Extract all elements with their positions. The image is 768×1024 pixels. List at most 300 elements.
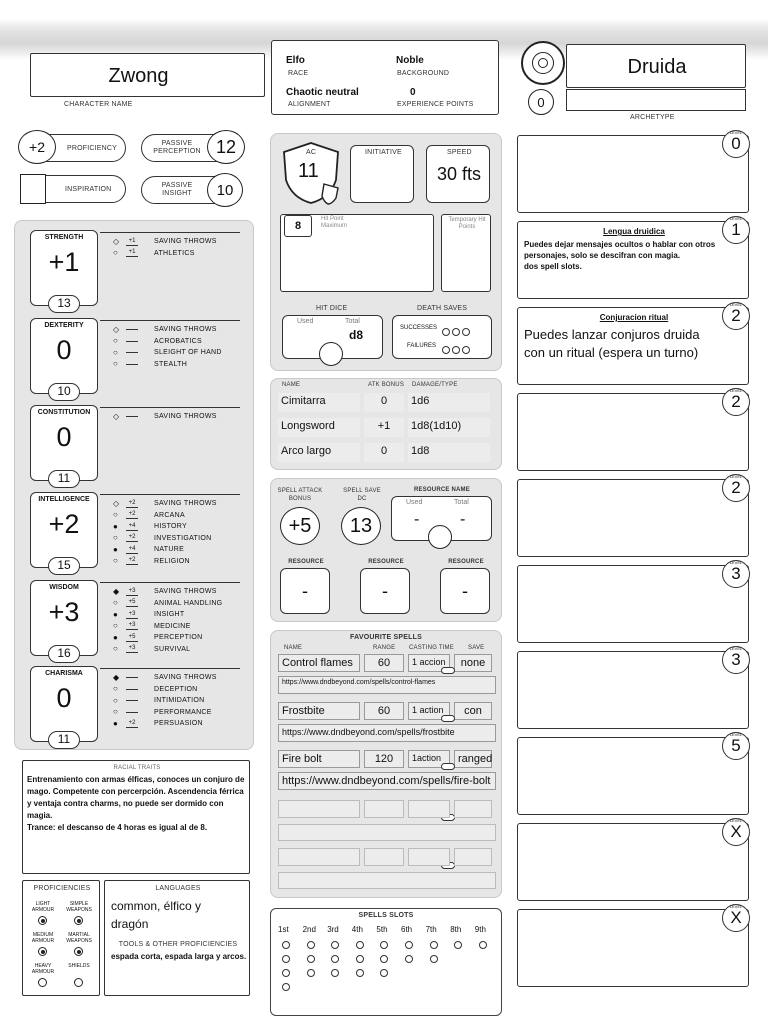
feature-level-value: 2: [731, 478, 741, 497]
skill-proficiency-icon: ●: [113, 544, 118, 554]
languages-value: common, élfico y dragón: [111, 899, 202, 931]
spell-url[interactable]: https://www.dndbeyond.com/spells/control-flames: [278, 676, 496, 694]
skill-name: NATURE: [154, 546, 185, 553]
hit-dice-dial: [319, 342, 343, 366]
spell-slot-checkbox[interactable]: [405, 941, 413, 949]
skill-row[interactable]: [113, 672, 217, 683]
ability-name: WISDOM: [49, 584, 79, 591]
ac-shield[interactable]: [280, 140, 342, 206]
skill-name: PERFORMANCE: [154, 708, 212, 716]
skill-modifier: +1: [126, 238, 138, 246]
feature-box[interactable]: [517, 732, 749, 815]
spell-row[interactable]: [278, 702, 496, 720]
hit-dice-label: HIT DICE: [316, 305, 348, 312]
ability-box-constitution[interactable]: [30, 405, 98, 485]
ability-box-dexterity[interactable]: [30, 318, 98, 398]
inspiration-checkbox[interactable]: [20, 174, 46, 204]
prepared-toggle-icon[interactable]: [441, 763, 455, 770]
racial-traits-box[interactable]: [22, 760, 250, 874]
languages-label: LANGUAGES: [155, 885, 201, 892]
ability-divider: [100, 582, 240, 583]
spell-range: 60: [364, 702, 404, 720]
spell-dc-label: SPELL SAVE DC: [343, 488, 381, 502]
resource-box[interactable]: [360, 568, 410, 614]
feature-level-label: LEVEL: [729, 646, 743, 651]
ability-name: CHARISMA: [45, 670, 83, 677]
skill-name: SAVING THROWS: [154, 588, 217, 595]
skill-modifier: [126, 352, 138, 353]
skill-row[interactable]: [113, 359, 187, 370]
attack-row[interactable]: [278, 443, 494, 462]
resource-label: RESOURCE: [288, 559, 324, 565]
feature-box[interactable]: [517, 388, 749, 471]
attack-row[interactable]: [278, 393, 494, 412]
attack-row[interactable]: [278, 418, 494, 437]
spell-slot-checkbox[interactable]: [307, 955, 315, 963]
empty-spell-url[interactable]: [278, 872, 496, 889]
resource-name-box[interactable]: [391, 496, 492, 541]
successes-label: SUCCESSES: [400, 325, 438, 331]
skill-name: PERSUASION: [154, 720, 203, 727]
skill-modifier: +4: [126, 546, 138, 554]
skill-name: INVESTIGATION: [154, 534, 212, 542]
spell-slot-level: 3rd: [327, 925, 339, 934]
ability-divider: [100, 407, 240, 408]
attack-bonus: 0: [364, 443, 404, 462]
skill-proficiency-icon: ○: [113, 644, 118, 653]
prepared-toggle-icon[interactable]: [441, 667, 455, 674]
skill-modifier: +4: [126, 523, 138, 531]
skill-row[interactable]: [113, 632, 203, 643]
ability-name: CONSTITUTION: [37, 409, 91, 416]
skill-row[interactable]: [113, 707, 212, 718]
hp-max-label: Hit Point Maximum: [321, 216, 348, 229]
spell-row[interactable]: [278, 750, 496, 768]
ability-score: 16: [48, 645, 80, 663]
skill-name: SAVING THROWS: [154, 500, 217, 507]
feature-level-badge: [722, 474, 750, 502]
spell-slot-checkbox[interactable]: [430, 941, 438, 949]
spell-name: Control flames: [278, 654, 360, 672]
alignment-value[interactable]: Chaotic neutral: [286, 87, 359, 98]
speed-label: SPEED: [447, 149, 472, 156]
character-level[interactable]: [528, 89, 554, 115]
skill-proficiency-icon: ○: [113, 598, 118, 607]
death-success-checkboxes[interactable]: [441, 323, 471, 341]
skill-row[interactable]: [113, 236, 217, 247]
spell-slot-checkbox[interactable]: [356, 955, 364, 963]
skill-name: STEALTH: [154, 360, 188, 368]
death-saves-box: [392, 315, 492, 359]
spell-header-range: RANGE: [373, 645, 396, 651]
resource-dial: [428, 525, 452, 549]
empty-spell-row[interactable]: [278, 848, 496, 866]
feature-level-label: LEVEL: [729, 732, 743, 737]
spell-slot-checkbox[interactable]: [405, 955, 413, 963]
ac-value: 11: [298, 160, 319, 182]
skill-row[interactable]: [113, 510, 185, 521]
spell-slots-title: SPELLS SLOTS: [358, 912, 414, 919]
resource-box[interactable]: [280, 568, 330, 614]
ability-score: 15: [48, 557, 80, 575]
feature-level-value: X: [730, 822, 742, 841]
attack-damage: 1d8(1d10): [408, 418, 490, 437]
class-emblem-icon: [521, 41, 565, 85]
empty-spell-row[interactable]: [278, 800, 496, 818]
attack-header-bonus: ATK BONUS: [368, 382, 405, 388]
skill-row[interactable]: [113, 684, 198, 695]
favourite-spells-title: FAVOURITE SPELLS: [350, 634, 422, 641]
feature-level-value: 2: [731, 306, 741, 325]
skill-modifier: +3: [126, 611, 138, 619]
feature-level-badge: [722, 732, 750, 760]
skill-row[interactable]: [113, 411, 217, 422]
feature-level-label: LEVEL: [729, 130, 743, 135]
skill-name: RELIGION: [154, 557, 190, 565]
skill-modifier: +5: [126, 599, 138, 607]
feature-box[interactable]: [517, 302, 749, 385]
empty-spell-url[interactable]: [278, 824, 496, 841]
proficiency-checkbox[interactable]: [38, 916, 47, 925]
feature-level-badge: [722, 646, 750, 674]
ability-divider: [100, 668, 240, 669]
filled-dot-icon: [41, 919, 45, 923]
filled-dot-icon: [77, 919, 81, 923]
skill-name: SLEIGHT OF HAND: [154, 349, 222, 356]
speed-value: 30 fts: [436, 164, 482, 184]
hd-total-value: d8: [349, 328, 364, 342]
skill-name: PERCEPTION: [154, 634, 203, 641]
ability-name: INTELLIGENCE: [38, 496, 90, 503]
spell-slot-checkbox[interactable]: [430, 955, 438, 963]
spell-slot-level: 5th: [376, 925, 388, 934]
spell-slot-level: 7th: [425, 925, 437, 934]
hd-used-label: Used: [297, 318, 314, 325]
skill-row[interactable]: [113, 533, 211, 544]
skill-modifier: +3: [126, 588, 138, 596]
feature-box[interactable]: [517, 130, 749, 213]
skill-row[interactable]: [113, 586, 217, 597]
skill-name: DECEPTION: [154, 685, 198, 693]
feature-level-badge: [722, 388, 750, 416]
prepared-toggle-icon[interactable]: [441, 715, 455, 722]
race-label: RACE: [288, 70, 309, 77]
feature-level-label: LEVEL: [729, 302, 743, 307]
filled-dot-icon: [41, 950, 45, 954]
feature-box[interactable]: [517, 904, 749, 987]
skill-modifier: +2: [126, 720, 138, 728]
skill-modifier: +3: [126, 622, 138, 630]
skill-name: ARCANA: [154, 511, 185, 519]
resource-box[interactable]: [440, 568, 490, 614]
skill-modifier: +2: [126, 511, 138, 519]
feature-title: Lengua druidica: [603, 227, 665, 236]
character-name-field[interactable]: [30, 53, 265, 97]
spell-attack-circle: [280, 507, 320, 545]
feature-level-label: LEVEL: [729, 560, 743, 565]
ability-modifier: 0: [56, 335, 72, 365]
spell-header-name: NAME: [284, 645, 303, 651]
skill-modifier: [126, 341, 138, 342]
character-name: Zwong: [108, 64, 169, 87]
skill-row[interactable]: [113, 644, 190, 655]
skill-proficiency-icon: ○: [113, 695, 118, 705]
ability-modifier: 0: [56, 683, 72, 713]
proficiency-value: +2: [29, 139, 45, 155]
skill-modifier: [126, 700, 138, 701]
inspiration-label: INSPIRATION: [65, 186, 112, 193]
attack-name: Longsword: [278, 418, 360, 437]
feature-level-value: 1: [731, 220, 741, 239]
temp-hp-box[interactable]: [441, 214, 491, 292]
spell-slot-checkbox[interactable]: [282, 969, 290, 977]
skill-row[interactable]: [113, 556, 190, 567]
proficiencies-title: PROFICIENCIES: [33, 885, 91, 892]
death-failure-checkboxes[interactable]: [441, 341, 471, 359]
resource-value: -: [462, 580, 468, 601]
spell-slot-checkbox[interactable]: [282, 955, 290, 963]
skill-name: INTIMIDATION: [154, 697, 205, 704]
ability-box-strength[interactable]: [30, 230, 98, 310]
proficiency-item-label: HEAVY ARMOUR: [31, 963, 55, 975]
passive-perception-value: 12: [215, 136, 237, 157]
proficiency-checkbox[interactable]: [38, 978, 47, 987]
experience-value[interactable]: 0: [410, 87, 416, 98]
experience-label: EXPERIENCE POINTS: [397, 101, 474, 108]
proficiency-checkbox[interactable]: [38, 947, 47, 956]
skill-row[interactable]: [113, 498, 217, 509]
resource-total-label: Total: [454, 499, 469, 506]
skill-proficiency-icon: ○: [113, 707, 118, 716]
attack-name: Arco largo: [278, 443, 360, 462]
feature-level-value: 3: [731, 650, 741, 669]
feature-level-badge: [722, 818, 750, 846]
resource-used-value: -: [414, 511, 420, 528]
skill-name: SAVING THROWS: [154, 413, 217, 420]
feature-text: Puedes lanzar conjuros druida con un ritual (espera un turno): [524, 327, 700, 360]
skill-name: SAVING THROWS: [154, 674, 217, 681]
proficiency-item-label: SIMPLE WEAPONS: [66, 901, 92, 913]
ability-modifier: +1: [48, 247, 80, 277]
proficiency-checkbox[interactable]: [74, 978, 83, 987]
skill-name: SURVIVAL: [154, 645, 191, 653]
spell-header-time: CASTING TIME: [409, 645, 454, 651]
proficiency-bonus: [18, 130, 56, 164]
spell-slot-checkbox[interactable]: [282, 941, 290, 949]
languages-box[interactable]: [104, 880, 250, 996]
racial-traits-title: RACIAL TRAITS: [113, 765, 161, 771]
skill-proficiency-icon: ○: [113, 556, 118, 565]
ability-divider: [100, 320, 240, 321]
skill-modifier: [126, 712, 138, 713]
filled-dot-icon: [77, 950, 81, 954]
skill-name: MEDICINE: [154, 622, 191, 630]
spell-header-save: SAVE: [468, 645, 485, 651]
spell-casting-time: 1action: [408, 750, 450, 768]
attack-header-damage: DAMAGE/TYPE: [412, 382, 458, 388]
spell-slot-level: 6th: [401, 925, 413, 934]
spell-slot-level: 1st: [278, 925, 289, 934]
feature-text: Puedes dejar mensajes ocultos o hablar con otros personajes, solo se descifran con magia. dos spell slots.: [524, 240, 716, 271]
skill-name: HISTORY: [154, 523, 187, 530]
archetype-label: ARCHETYPE: [630, 114, 675, 121]
spell-row[interactable]: [278, 654, 496, 672]
resource-name-label: RESOURCE NAME: [414, 487, 470, 493]
feature-box[interactable]: [517, 474, 749, 557]
character-name-label: CHARACTER NAME: [64, 101, 133, 108]
feature-level-label: LEVEL: [729, 818, 743, 823]
spell-slot-checkbox[interactable]: [356, 941, 364, 949]
hit-points-box[interactable]: [280, 214, 434, 292]
feature-level-label: LEVEL: [729, 388, 743, 393]
spell-attack-value: +5: [288, 514, 312, 537]
ability-modifier: +2: [48, 509, 80, 539]
proficiency-label: PROFICIENCY: [67, 145, 118, 152]
spell-slot-checkbox[interactable]: [282, 983, 290, 991]
skill-row[interactable]: [113, 598, 222, 609]
skill-proficiency-icon: ○: [113, 359, 118, 368]
proficiency-checkbox[interactable]: [74, 916, 83, 925]
passive-perception-circle: [207, 130, 245, 164]
skill-modifier: [126, 364, 138, 365]
tools-value: espada corta, espada larga y arcos.: [111, 952, 247, 961]
skill-row[interactable]: [113, 324, 217, 335]
feature-box[interactable]: [517, 646, 749, 729]
character-level-value: 0: [537, 94, 545, 110]
info-panel: [271, 40, 499, 115]
spell-slot-checkbox[interactable]: [307, 941, 315, 949]
resource-value: -: [302, 580, 308, 601]
proficiency-item-label: MEDIUM ARMOUR: [31, 932, 55, 944]
spell-slot-checkbox[interactable]: [479, 941, 487, 949]
feature-level-value: 2: [731, 392, 741, 411]
ability-divider: [100, 494, 240, 495]
feature-level-badge: [722, 560, 750, 588]
resource-used-label: Used: [406, 499, 423, 506]
ability-box-intelligence[interactable]: [30, 492, 98, 572]
proficiency-item-label: SHIELDS: [68, 963, 90, 969]
resource-value: -: [382, 580, 388, 601]
feature-box[interactable]: [517, 818, 749, 901]
ability-box-charisma[interactable]: [30, 666, 98, 746]
attack-name: Cimitarra: [278, 393, 360, 412]
proficiency-item-label: MARTIAL WEAPONS: [66, 932, 92, 944]
skill-proficiency-icon: ○: [113, 533, 118, 542]
skill-proficiency-icon: ○: [113, 621, 118, 630]
skill-row[interactable]: [113, 336, 202, 347]
background-value[interactable]: Noble: [396, 55, 424, 66]
skill-proficiency-icon: ●: [113, 609, 118, 619]
skill-proficiency-icon: ●: [113, 632, 118, 642]
attack-bonus: 0: [364, 393, 404, 412]
race-value[interactable]: Elfo: [286, 55, 305, 66]
skill-proficiency-icon: ●: [113, 521, 118, 531]
ability-box-wisdom[interactable]: [30, 580, 98, 660]
skill-name: ANIMAL HANDLING: [154, 599, 223, 607]
feature-level-label: LEVEL: [729, 216, 743, 221]
skill-proficiency-icon: ○: [113, 248, 118, 257]
archetype-field[interactable]: [566, 89, 746, 111]
save-proficiency-icon: ◇: [113, 498, 120, 508]
skill-row[interactable]: [113, 621, 191, 632]
passive-perception-label: PASSIVE PERCEPTION: [153, 140, 201, 155]
skill-row[interactable]: [113, 609, 185, 620]
feature-level-label: LEVEL: [729, 474, 743, 479]
skill-name: INSIGHT: [154, 611, 185, 618]
skill-name: ATHLETICS: [154, 249, 195, 257]
spell-slot-checkbox[interactable]: [307, 969, 315, 977]
skill-row[interactable]: [113, 718, 203, 729]
ability-score: 13: [48, 295, 80, 313]
skill-row[interactable]: [113, 248, 195, 259]
resource-total-value: -: [460, 511, 466, 528]
skill-row[interactable]: [113, 521, 187, 532]
proficiency-checkbox[interactable]: [74, 947, 83, 956]
skill-modifier: [126, 416, 138, 417]
spell-casting-time: 1 action: [408, 702, 450, 720]
spell-slot-level: 2nd: [302, 925, 316, 934]
spell-range: 60: [364, 654, 404, 672]
spell-name: Fire bolt: [278, 750, 360, 768]
spell-slot-checkbox[interactable]: [356, 969, 364, 977]
skill-name: SAVING THROWS: [154, 326, 217, 333]
spell-attack-label: SPELL ATTACK BONUS: [277, 488, 323, 502]
spell-save: none: [454, 654, 492, 672]
ability-modifier: 0: [56, 422, 72, 452]
skill-row[interactable]: [113, 347, 222, 358]
hit-dice-box[interactable]: [282, 315, 383, 359]
feature-level-badge: [722, 904, 750, 932]
feature-box[interactable]: [517, 560, 749, 643]
hp-max-value: 8: [284, 215, 312, 237]
skill-row[interactable]: [113, 695, 205, 706]
skill-name: SAVING THROWS: [154, 238, 217, 245]
ability-score: 10: [48, 383, 80, 401]
feature-level-badge: [722, 130, 750, 158]
ability-score: 11: [48, 470, 80, 488]
ability-modifier: +3: [48, 597, 80, 627]
spell-url[interactable]: https://www.dndbeyond.com/spells/frostbite: [278, 724, 496, 742]
save-proficiency-icon: ◇: [113, 411, 120, 421]
save-proficiency-icon: ◆: [113, 672, 120, 682]
failures-label: FAILURES: [407, 343, 437, 349]
death-saves-label: DEATH SAVES: [417, 305, 468, 312]
spell-slot-level: 8th: [450, 925, 462, 934]
passive-insight-value: 10: [216, 181, 234, 199]
save-proficiency-icon: ◇: [113, 236, 120, 246]
spell-save: con: [454, 702, 492, 720]
passive-insight-circle: [207, 173, 243, 207]
skill-proficiency-icon: ○: [113, 347, 118, 357]
initiative-box[interactable]: [350, 145, 414, 203]
attack-damage: 1d8: [408, 443, 490, 462]
background-label: BACKGROUND: [397, 70, 450, 77]
skill-proficiency-icon: ○: [113, 336, 118, 345]
attack-damage: 1d6: [408, 393, 490, 412]
skill-modifier: [126, 677, 138, 678]
racial-traits-text: Entrenamiento con armas élficas, conoces un conjuro de mago. Competente con percerpción. Ascendencia férrica y ventaja contra charms, no puede ser dormido con magia. Trance: el descanso de 4 horas es igual al de 8.: [27, 775, 245, 832]
speed-box[interactable]: [426, 145, 490, 203]
ability-divider: [100, 232, 240, 233]
skill-row[interactable]: [113, 544, 184, 555]
feature-level-value: 0: [731, 134, 741, 153]
skill-modifier: +3: [126, 645, 138, 653]
feature-box[interactable]: [517, 216, 749, 299]
class-field[interactable]: [566, 44, 746, 88]
spell-url[interactable]: https://www.dndbeyond.com/spells/fire-bolt: [278, 772, 496, 790]
feature-level-label: LEVEL: [729, 904, 743, 909]
save-proficiency-icon: ◆: [113, 586, 120, 596]
